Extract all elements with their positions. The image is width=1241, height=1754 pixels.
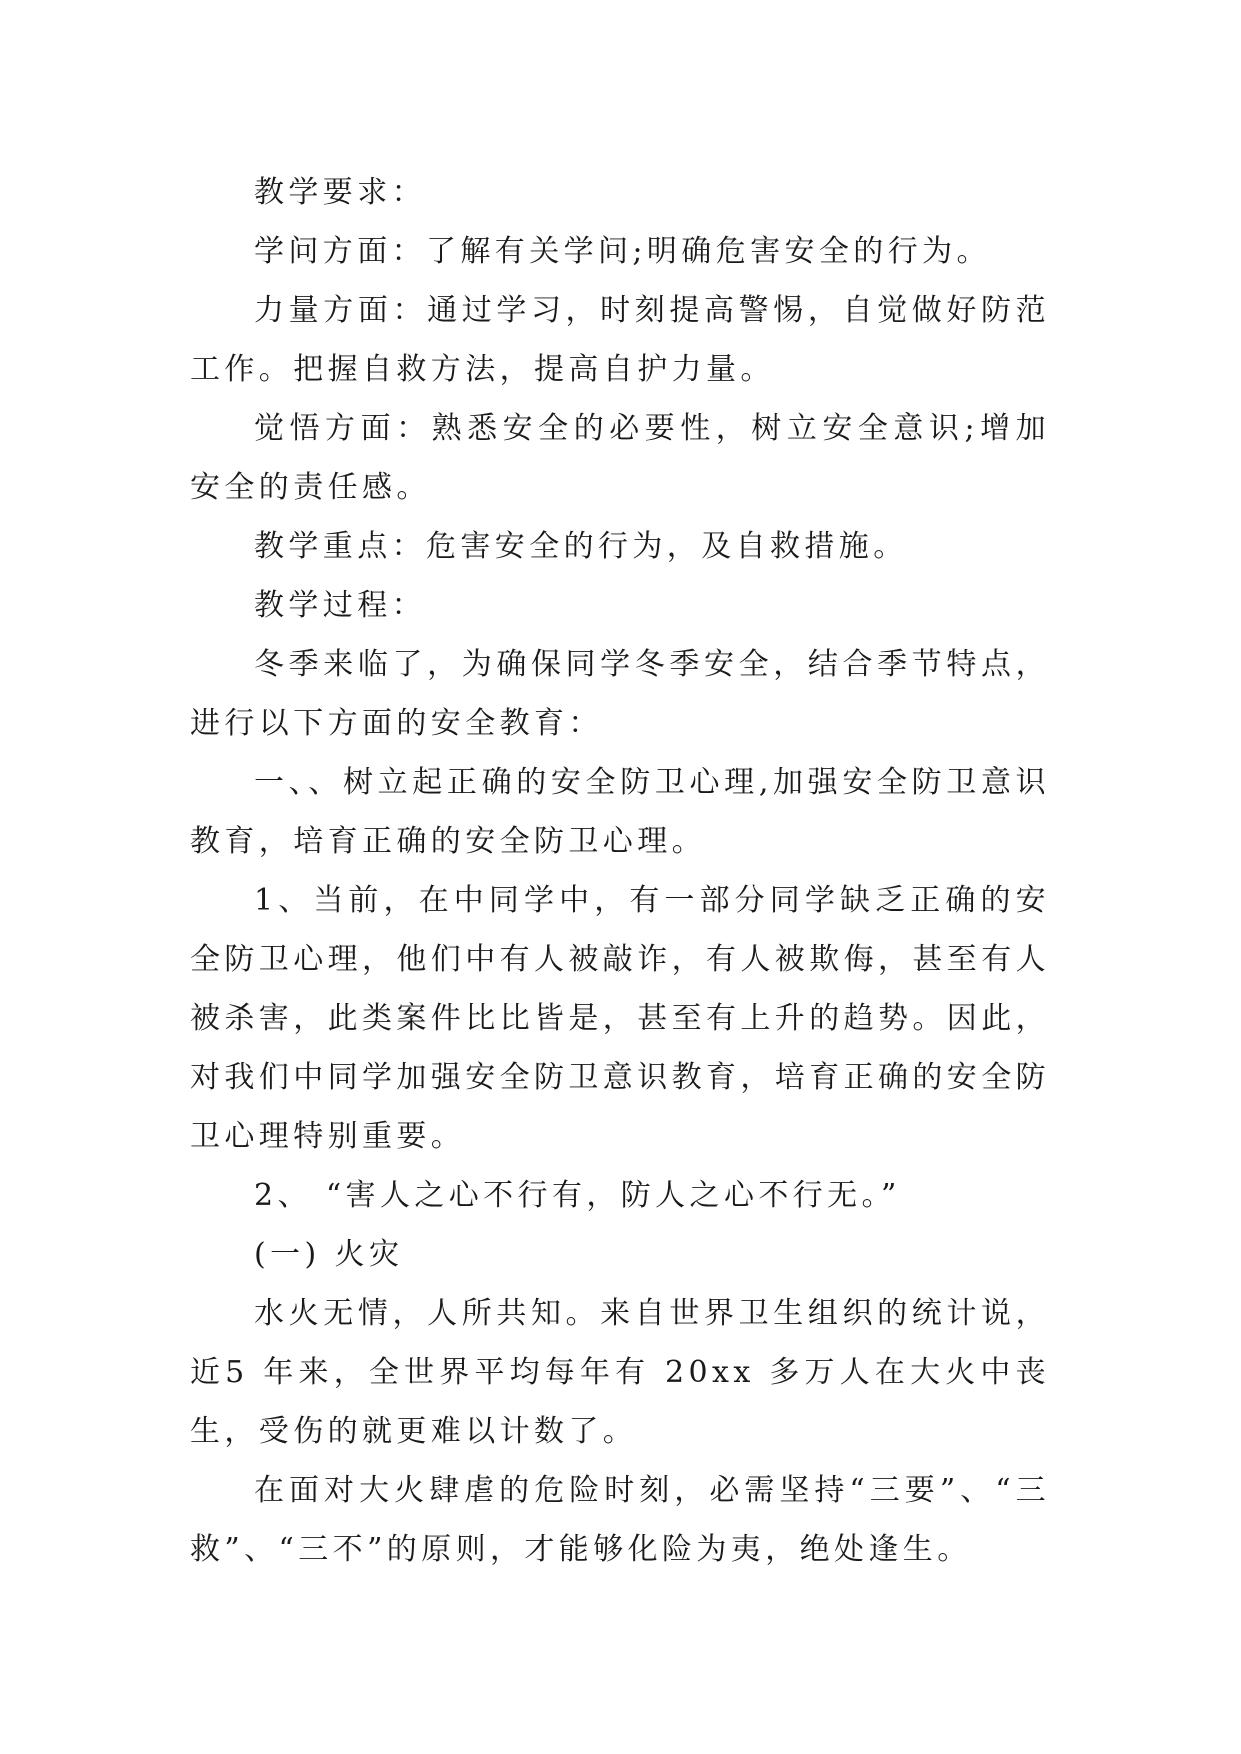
paragraph-ability-aspect: 力量方面：通过学习，时刻提高警惕，自觉做好防范工作。把握自救方法，提高自护力量。 (190, 293, 1050, 387)
paragraph-teaching-focus: 教学重点：危害安全的行为，及自救措施。 (254, 529, 908, 564)
paragraph-winter-intro: 冬季来临了，为确保同学冬季安全，结合季节特点，进行以下方面的安全教育： (190, 647, 1050, 741)
paragraph-section-one: 一、、树立起正确的安全防卫心理,加强安全防卫意识教育，培育正确的安全防卫心理。 (190, 765, 1050, 859)
paragraph-fire-principles: 在面对大火肆虐的危险时刻，必需坚持“三要”、“三救”、“三不”的原则，才能够化险为夷，绝处逢生。 (190, 1473, 1050, 1567)
paragraph-teaching-requirements: 教学要求： (254, 175, 426, 210)
paragraph-knowledge-aspect: 学问方面：了解有关学问;明确危害安全的行为。 (254, 234, 991, 269)
paragraph-awareness-aspect: 觉悟方面：熟悉安全的必要性，树立安全意识;增加安全的责任感。 (190, 411, 1050, 505)
paragraph-fire-statistics: 水火无情，人所共知。来自世界卫生组织的统计说，近5 年来，全世界平均每年有 20xx 多万人在大火中丧生，受伤的就更难以计数了。 (190, 1296, 1050, 1449)
paragraph-item-two: 2、 “害人之心不行有，防人之心不行无。” (254, 1178, 901, 1213)
paragraph-teaching-process: 教学过程： (254, 588, 426, 623)
document-body (190, 163, 1050, 1579)
paragraph-fire-heading: (一) 火灾 (254, 1237, 404, 1272)
paragraph-item-one: 1、当前，在中同学中，有一部分同学缺乏正确的安全防卫心理，他们中有人被敲诈，有人被欺侮，甚至有人被杀害，此类案件比比皆是，甚至有上升的趋势。因此，对我们中同学加强安全防卫意识教育，培育正确的安全防卫心理特别重要。 (190, 883, 1050, 1154)
